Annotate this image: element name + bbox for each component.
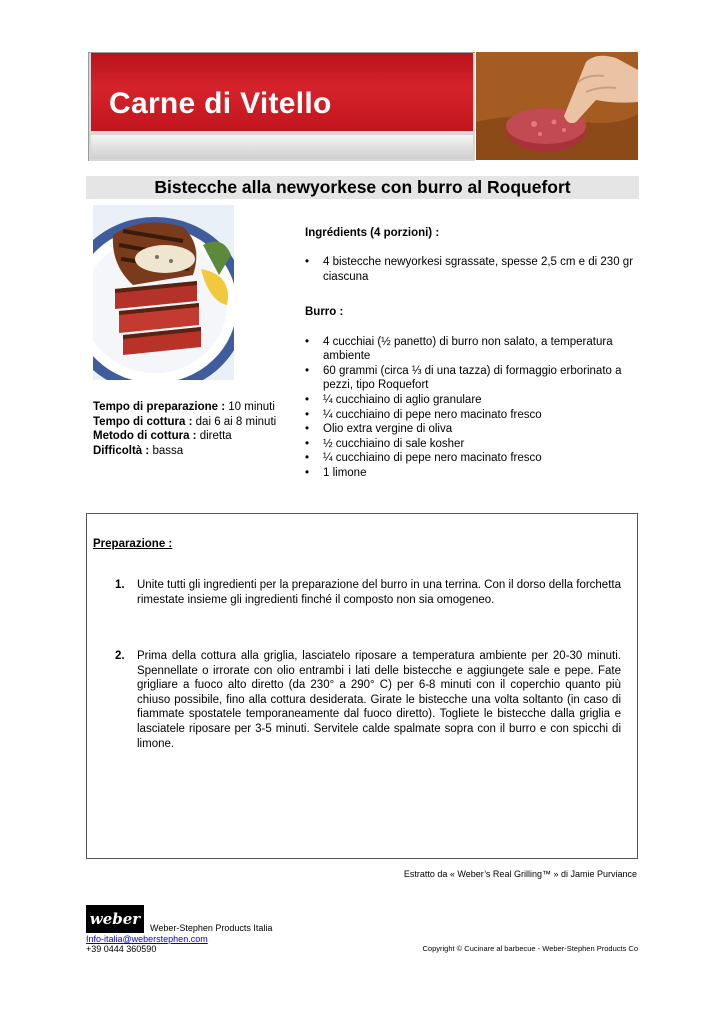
recipe-title: Bistecche alla newyorkese con burro al Roquefort [154,177,571,197]
ingredient-text: ¼ cucchiaino di pepe nero macinato fresco [323,408,542,421]
fact-label: Tempo di preparazione : [93,401,226,413]
logo-text: weber [89,910,141,928]
step-text: Prima della cottura alla griglia, lasciatelo riposare a temperatura ambiente per 20-30 minuti. Spennellate o irrorate con olio entrambi i lati delle bistecche e aggiungete sale e pepe. Fate grigliare a fuoco alto diretto (da 230° a 290° C) per 6-8 minuti con il coperchio quanto più chiuso possibile, fino alla cottura desiderata. Girate le bistecche una volta soltanto (in caso di fiammate spostatele temporaneamente dal fuoco diretto). Togliete le bistecche dalla griglia e lasciatele riposare per 3-5 minuti. Servitele calde spalmate sopra con il burro e con spicchi di limone. [137,650,621,750]
bullet-icon: • [305,423,310,436]
list-item [305,364,640,393]
list-item [305,408,640,423]
step-number: 2. [115,650,125,662]
list-item [305,451,640,466]
fact-label: Metodo di cottura : [93,430,197,443]
fact-value: 10 minuti [228,401,275,413]
fact-label: Tempo di cottura : [93,415,193,428]
email-link[interactable]: Info-italia@weberstephen.com [86,934,208,944]
ingredients-list [305,255,640,284]
bullet-icon: • [305,437,310,450]
preparation-heading: Preparazione : [93,538,173,550]
list-item [305,466,640,481]
fact-cook-time [93,415,276,430]
fact-value: bassa [152,444,184,457]
header-banner [88,52,475,161]
recipe-facts [93,400,276,458]
step-number: 1. [115,579,125,591]
ingredient-text: 4 cucchiai (½ panetto) di burro non salato, a temperatura ambiente [323,335,613,363]
banner-grey-band [91,135,473,159]
company-name: Weber-Stephen Products Italia [150,923,273,933]
butter-list [305,335,640,481]
preparation-box [86,513,638,859]
steak-image [93,205,234,380]
fact-value: diretta [199,430,232,443]
source-credit: Estratto da « Weber’s Real Grilling™ » di Jamie Purviance [403,869,637,879]
copyright-notice: Copyright © Cucinare al barbecue - Weber-Stephen Products Co [422,944,638,953]
list-item [305,437,640,452]
preparation-step [115,649,621,751]
banner-red-band [91,53,473,131]
ingredient-text: Olio extra vergine di oliva [323,423,453,436]
bullet-icon: • [305,393,310,406]
ingredient-text: 4 bistecche newyorkesi sgrassate, spesse 2,5 cm e di 230 gr ciascuna [323,256,634,283]
list-item [305,255,640,284]
bullet-icon: • [305,256,310,269]
ingredient-text: 60 grammi (circa ⅓ di una tazza) di formaggio erborinato a pezzi, tipo Roquefort [323,364,622,392]
fact-difficulty [93,444,276,459]
steak-photo [93,205,234,380]
header-photo [476,52,638,160]
ingredient-text: 1 limone [323,466,367,479]
ingredient-text: ½ cucchiaino di sale kosher [323,437,465,450]
phone-number: +39 0444 360590 [86,944,157,954]
list-item [305,422,640,437]
banner-title: Carne di Vitello [109,87,332,120]
bullet-icon: • [305,452,310,465]
list-item [305,335,640,364]
fact-value: dai 6 ai 8 minuti [195,415,277,428]
weber-logo [86,905,144,933]
ingredients-heading: Ingrédients (4 porzioni) : [305,227,440,239]
fact-label: Difficoltà : [93,444,150,457]
list-item [305,393,640,408]
step-text: Unite tutti gli ingredienti per la preparazione del burro in una terrina. Con il dorso della forchetta rimestate insieme gli ingredienti finché il composto non sia omogeneo. [137,579,621,606]
bullet-icon: • [305,364,310,377]
bullet-icon: • [305,408,310,421]
recipe-title-bar [86,176,639,199]
meat-patty-image [476,52,638,160]
ingredient-text: ¼ cucchiaino di pepe nero macinato fresco [323,452,542,465]
fact-prep-time [93,400,276,415]
fact-cook-method [93,429,276,444]
preparation-step [115,578,621,607]
butter-heading: Burro : [305,306,344,319]
ingredients-section [305,226,640,481]
ingredient-text: ¼ cucchiaino di aglio granulare [323,393,482,406]
bullet-icon: • [305,466,310,479]
bullet-icon: • [305,335,310,348]
